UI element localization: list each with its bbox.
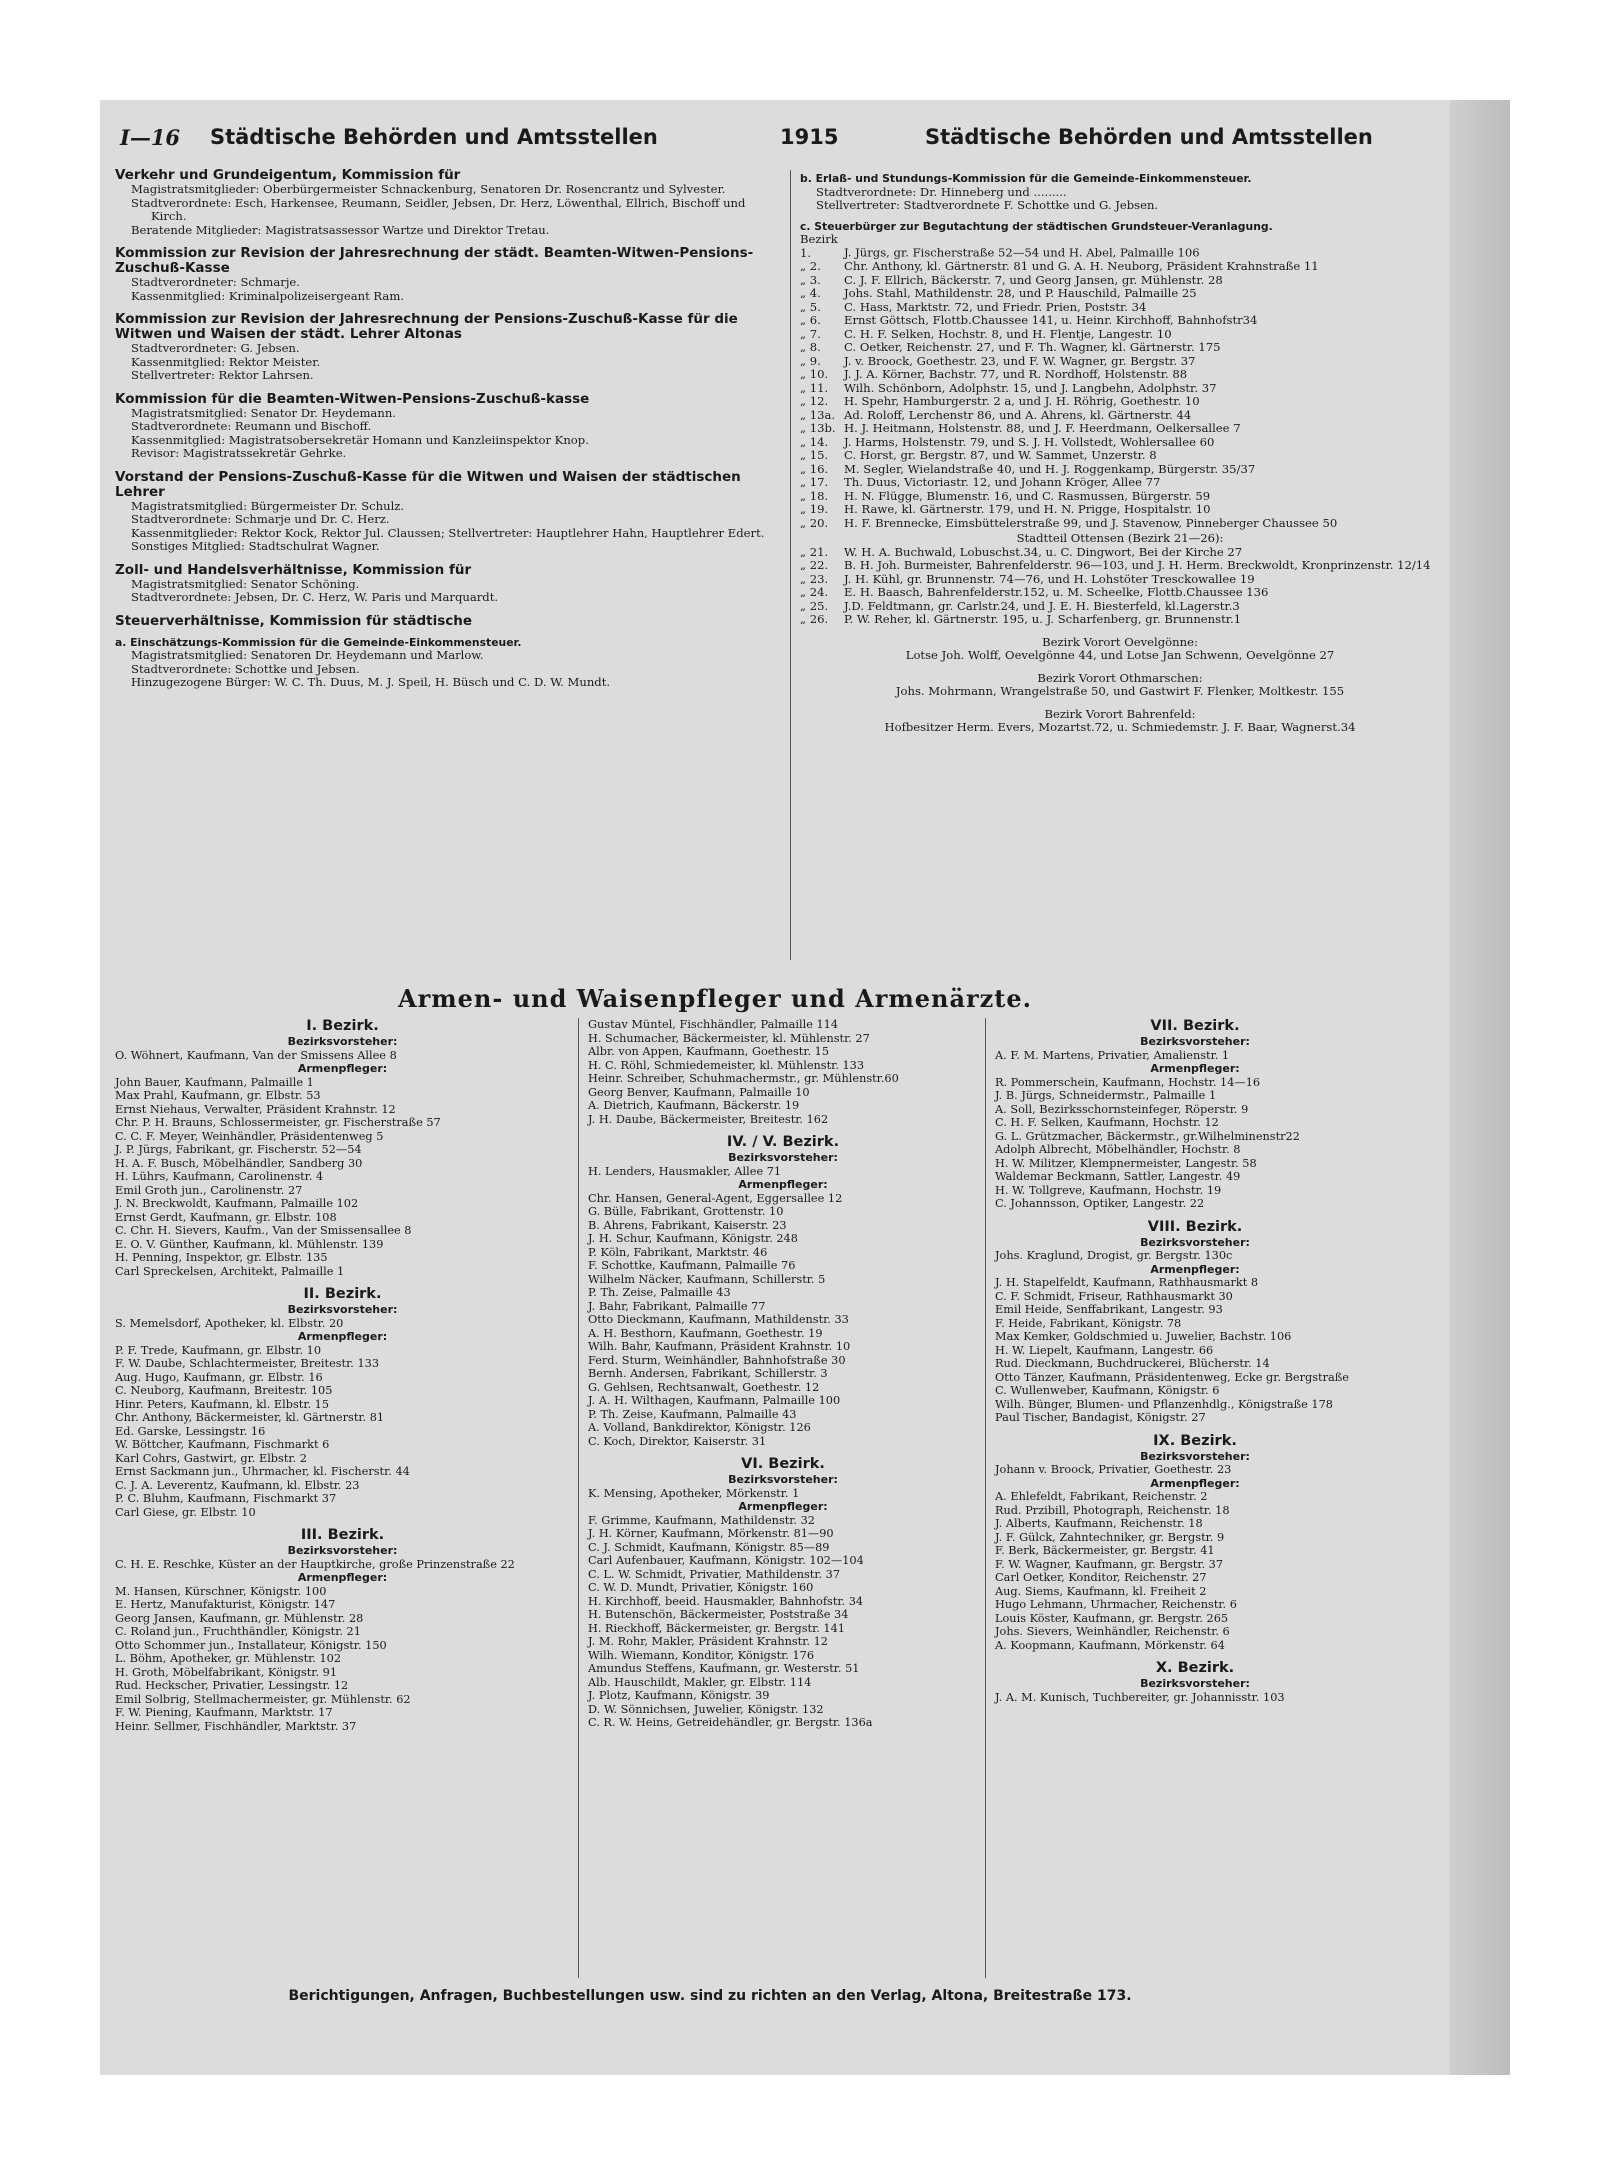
- bezirk-row: [800, 233, 1440, 260]
- person-entry: Aug. Siems, Kaufmann, kl. Freiheit 2: [995, 1584, 1207, 1598]
- person-entry: John Bauer, Kaufmann, Palmaille 1: [115, 1075, 314, 1089]
- armen-title: Armen- und Waisenpfleger und Armenärzte.: [398, 984, 1032, 1013]
- bezirk-row: [800, 409, 1440, 423]
- person-entry: Otto Dieckmann, Kaufmann, Mathildenstr. 33: [588, 1313, 849, 1326]
- person-entry: C. F. Schmidt, Friseur, Rathhausmarkt 30: [995, 1289, 1233, 1303]
- bezirk-heading: VI. Bezirk.: [741, 1456, 825, 1472]
- person-entry: Gustav Müntel, Fischhändler, Palmaille 114: [588, 1018, 839, 1031]
- commission-member-line: Stadtverordnete: Schmarje und Dr. C. Herz.: [131, 512, 390, 526]
- person-entry: C. Roland jun., Fruchthändler, Königstr. 21: [115, 1625, 361, 1638]
- bezirk-number: „ 18.: [800, 488, 829, 503]
- person-entry: C. R. W. Heins, Getreidehändler, gr. Bergstr. 136a: [588, 1716, 873, 1729]
- person-entry: Chr. P. H. Brauns, Schlossermeister, gr. Fischerstraße 57: [115, 1116, 441, 1129]
- person-entry: S. Memelsdorf, Apotheker, kl. Elbstr. 20: [115, 1316, 344, 1330]
- header-title-right: Städtische Behörden und Amtsstellen: [925, 125, 1373, 149]
- person-entry: Rud. Heckscher, Privatier, Lessingstr. 12: [115, 1679, 349, 1692]
- bezirk-persons: W. H. A. Buchwald, Lobuschst.34, u. C. Dingwort, Bei der Kirche 27: [844, 544, 1243, 559]
- person-entry: Amundus Steffens, Kaufmann, gr. Westerstr. 51: [588, 1662, 860, 1675]
- bezirk-row: [800, 586, 1440, 600]
- bezirk-persons: Th. Duus, Victoriastr. 12, und Johann Kröger, Allee 77: [844, 475, 1161, 489]
- bezirk-number: „ 15.: [800, 448, 829, 462]
- person-entry: Carl Giese, gr. Elbstr. 10: [115, 1505, 256, 1519]
- page-header: [120, 125, 1435, 161]
- commission-member-line: Beratende Mitglieder: Magistratsassessor Wartze und Direktor Tretau.: [131, 222, 550, 237]
- person-entry: L. Böhm, Apotheker, gr. Mühlenstr. 102: [115, 1652, 342, 1665]
- armen-column-3: [995, 1018, 1395, 1704]
- person-entry: Rud. Przibill, Photograph, Reichenstr. 18: [995, 1503, 1230, 1517]
- bezirk-row: [800, 476, 1440, 490]
- bezirk-persons: M. Segler, Wielandstraße 40, und H. J. Roggenkamp, Bürgerstr. 35/37: [844, 461, 1256, 476]
- person-entry: F. W. Piening, Kaufmann, Marktstr. 17: [115, 1706, 333, 1719]
- commission-member-line: Stadtverordneter: Schmarje.: [131, 275, 300, 289]
- bezirk-number: „ 7.: [800, 326, 821, 341]
- commission-member-line: Stellvertreter: Rektor Lahrsen.: [131, 368, 314, 382]
- person-entry: H. Schumacher, Bäckermeister, kl. Mühlenstr. 27: [588, 1031, 870, 1045]
- person-entry: Carl Oetker, Konditor, Reichenstr. 27: [995, 1571, 1207, 1584]
- bezirk-number: „ 3.: [800, 272, 821, 287]
- person-entry: R. Pommerschein, Kaufmann, Hochstr. 14—16: [995, 1075, 1261, 1089]
- commission-member-line: Kassenmitglied: Kriminalpolizeisergeant Ram.: [131, 288, 405, 303]
- person-entry: A. F. M. Martens, Privatier, Amalienstr. 1: [995, 1048, 1230, 1062]
- bezirk-row: [800, 436, 1440, 450]
- person-entry: Carl Spreckelsen, Architekt, Palmaille 1: [115, 1264, 345, 1278]
- person-entry: J. H. Körner, Kaufmann, Mörkenstr. 81—90: [588, 1527, 834, 1540]
- bezirk-number: „ 23.: [800, 571, 829, 586]
- person-entry: H. A. F. Busch, Möbelhändler, Sandberg 30: [115, 1156, 363, 1170]
- person-entry: Hinr. Peters, Kaufmann, kl. Elbstr. 15: [115, 1397, 330, 1411]
- bezirk-number: „ 10.: [800, 367, 829, 381]
- person-entry: Heinr. Schreiber, Schuhmachermstr., gr. Mühlenstr.60: [588, 1072, 899, 1085]
- bezirk-persons: B. H. Joh. Burmeister, Bahrenfelderstr. 96—103, und J. H. Herm. Breckwoldt, Kronprinzenstr. 12/14: [844, 558, 1431, 572]
- bezirk-row: [800, 463, 1440, 477]
- person-entry: K. Mensing, Apotheker, Mörkenstr. 1: [588, 1486, 800, 1500]
- person-entry: H. C. Röhl, Schmiedemeister, kl. Mühlenstr. 133: [588, 1058, 865, 1072]
- bezirk-number: „ 5.: [800, 299, 821, 314]
- person-entry: C. Koch, Direktor, Kaiserstr. 31: [588, 1434, 767, 1448]
- person-entry: J. Bahr, Fabrikant, Palmaille 77: [588, 1299, 766, 1313]
- bezirk-row: [800, 546, 1440, 560]
- person-entry: A. Dietrich, Kaufmann, Bäckerstr. 19: [588, 1099, 800, 1112]
- bezirk-number: „ 17.: [800, 475, 829, 489]
- person-entry: C. H. F. Selken, Kaufmann, Hochstr. 12: [995, 1116, 1219, 1129]
- person-entry: Bernh. Andersen, Fabrikant, Schillerstr. 3: [588, 1367, 828, 1380]
- bezirk-row: [800, 573, 1440, 587]
- role-heading: Armenpfleger:: [297, 1330, 388, 1343]
- bezirk-persons: C. Oetker, Reichenstr. 27, und F. Th. Wagner, kl. Gärtnerstr. 175: [844, 340, 1221, 354]
- person-entry: E. Hertz, Manufakturist, Königstr. 147: [115, 1598, 336, 1611]
- person-entry: J. P. Jürgs, Fabrikant, gr. Fischerstr. 52—54: [115, 1143, 362, 1156]
- person-entry: Adolph Albrecht, Möbelhändler, Hochstr. 8: [995, 1143, 1241, 1156]
- bezirk-persons: Wilh. Schönborn, Adolphstr. 15, und J. Langbehn, Adolphstr. 37: [844, 380, 1217, 395]
- bezirk-number: „ 13a.: [800, 407, 836, 422]
- bezirk-persons: H. N. Flügge, Blumenstr. 16, und C. Rasmussen, Bürgerstr. 59: [844, 488, 1211, 503]
- role-heading: Armenpfleger:: [297, 1571, 388, 1584]
- person-entry: F. W. Daube, Schlachtermeister, Breitestr. 133: [115, 1357, 380, 1370]
- vorort-persons: Johs. Mohrmann, Wrangelstraße 50, und Gastwirt F. Flenker, Moltkestr. 155: [895, 684, 1345, 698]
- person-entry: D. W. Sönnichsen, Juwelier, Königstr. 132: [588, 1702, 824, 1716]
- role-heading: Bezirksvorsteher:: [287, 1544, 398, 1557]
- header-title-left: Städtische Behörden und Amtsstellen: [210, 125, 658, 149]
- person-entry: F. Schottke, Kaufmann, Palmaille 76: [588, 1259, 796, 1272]
- person-entry: Heinr. Sellmer, Fischhändler, Marktstr. 37: [115, 1719, 357, 1733]
- person-entry: H. Kirchhoff, beeid. Hausmakler, Bahnhofstr. 34: [588, 1594, 864, 1608]
- commission-member-line: Hinzugezogene Bürger: W. C. Th. Duus, M. J. Speil, H. Büsch und C. D. W. Mundt.: [131, 675, 611, 689]
- bezirk-row: [800, 341, 1440, 355]
- role-heading: Bezirksvorsteher:: [728, 1151, 838, 1164]
- person-entry: G. Bülle, Fabrikant, Grottenstr. 10: [588, 1205, 784, 1218]
- person-entry: H. Butenschön, Bäckermeister, Poststraße 34: [588, 1608, 849, 1621]
- person-entry: W. Böttcher, Kaufmann, Fischmarkt 6: [115, 1438, 330, 1451]
- bezirk-persons: E. H. Baasch, Bahrenfelderstr.152, u. M. Scheelke, Flottb.Chaussee 136: [844, 585, 1269, 599]
- bezirk-row: [800, 382, 1440, 396]
- bezirk-persons: C. Hass, Marktstr. 72, und Friedr. Prien, Poststr. 34: [844, 299, 1147, 314]
- person-entry: C. Neuborg, Kaufmann, Breitestr. 105: [115, 1384, 333, 1397]
- bezirk-row: [800, 368, 1440, 382]
- bezirk-row: [800, 449, 1440, 463]
- role-heading: Bezirksvorsteher:: [1140, 1449, 1250, 1463]
- bezirk-number: „ 4.: [800, 286, 821, 300]
- bezirk-row: [800, 559, 1440, 573]
- bezirk-heading: X. Bezirk.: [1155, 1660, 1235, 1676]
- person-entry: C. H. E. Reschke, Küster an der Hauptkirche, große Prinzenstraße 22: [115, 1557, 515, 1571]
- bezirk-persons: Ernst Göttsch, Flottb.Chaussee 141, u. Heinr. Kirchhoff, Bahnhofstr34: [844, 313, 1258, 327]
- role-heading: Bezirksvorsteher:: [287, 1303, 398, 1316]
- commission-title: Steuerverhältnisse, Kommission für städtische: [115, 612, 472, 629]
- bezirk-heading: I. Bezirk.: [306, 1018, 379, 1034]
- person-entry: Chr. Anthony, Bäckermeister, kl. Gärtnerstr. 81: [115, 1411, 385, 1424]
- person-entry: C. W. D. Mundt, Privatier, Königstr. 160: [588, 1581, 814, 1594]
- bezirk-number: „ 26.: [800, 612, 829, 626]
- person-entry: A. Volland, Bankdirektor, Königstr. 126: [588, 1421, 811, 1434]
- bezirk-row: [800, 613, 1440, 627]
- bezirk-row: [800, 395, 1440, 409]
- person-entry: H. Lenders, Hausmakler, Allee 71: [588, 1164, 782, 1178]
- bezirk-number: „ 14.: [800, 434, 829, 449]
- bezirk-persons: C. H. F. Selken, Hochstr. 8, und H. Flentje, Langestr. 10: [844, 326, 1172, 341]
- commission-member-line: Stadtverordnete: Esch, Harkensee, Reumann, Seidler, Jebsen, Dr. Herz, Löwenthal, Ellrich, Bischoff und Kirch.: [131, 195, 746, 223]
- commission-member-line: Sonstiges Mitglied: Stadtschulrat Wagner.: [131, 539, 380, 553]
- person-entry: G. L. Grützmacher, Bäckermstr., gr.Wilhelminenstr22: [995, 1129, 1300, 1143]
- bezirk-number: „ 2.: [800, 259, 821, 273]
- person-entry: Rud. Dieckmann, Buchdruckerei, Blücherstr. 14: [995, 1357, 1270, 1370]
- bezirk-heading: III. Bezirk.: [300, 1527, 385, 1543]
- bezirk-heading: IX. Bezirk.: [1153, 1432, 1237, 1449]
- person-entry: Alb. Hauschildt, Makler, gr. Elbstr. 114: [588, 1675, 812, 1689]
- commission-member-line: Stadtverordnete: Jebsen, Dr. C. Herz, W. Paris und Marquardt.: [131, 590, 499, 604]
- armen-column-1: [115, 1018, 570, 1733]
- commission-member-line: Stadtverordnete: Schottke und Jebsen.: [131, 661, 360, 676]
- person-entry: C. C. F. Meyer, Weinhändler, Präsidentenweg 5: [115, 1129, 384, 1143]
- commission-title: Kommission zur Revision der Jahresrechnung der städt. Beamten-Witwen-Pensions-Zuschuß-Kasse: [115, 245, 754, 276]
- bezirk-persons: J. Harms, Holstenstr. 79, und S. J. H. Vollstedt, Wohlersallee 60: [844, 434, 1215, 449]
- bezirk-number: „ 16.: [800, 461, 829, 476]
- person-entry: H. Groth, Möbelfabrikant, Königstr. 91: [115, 1665, 338, 1679]
- person-entry: C. Wullenweber, Kaufmann, Königstr. 6: [995, 1384, 1220, 1397]
- bezirk-persons: J. H. Kühl, gr. Brunnenstr. 74—76, und H. Lohstöter Tresckowallee 19: [844, 571, 1255, 586]
- right-steuer-column: [800, 164, 1440, 735]
- role-heading: Armenpfleger:: [297, 1062, 388, 1075]
- person-entry: Aug. Hugo, Kaufmann, gr. Elbstr. 16: [115, 1370, 323, 1384]
- role-heading: Armenpfleger:: [1150, 1062, 1240, 1075]
- bezirk-persons: H. J. Heitmann, Holstenstr. 88, und J. F. Heerdmann, Oelkersallee 7: [844, 421, 1241, 435]
- bezirk-persons: J.D. Feldtmann, gr. Carlstr.24, und J. E. H. Biesterfeld, kl.Lagerstr.3: [844, 598, 1240, 613]
- bezirk-number: „ 13b.: [800, 421, 836, 435]
- bezirk-number: „ 9.: [800, 353, 821, 368]
- bezirk-persons: P. W. Reher, kl. Gärtnerstr. 195, u. J. Scharfenberg, gr. Brunnenstr.1: [844, 612, 1242, 626]
- commission-member-line: Kassenmitglieder: Rektor Kock, Rektor Jul. Claussen; Stellvertreter: Hauptlehrer Hahn, Hauptlehrer Edert.: [131, 525, 765, 540]
- person-entry: Georg Jansen, Kaufmann, gr. Mühlenstr. 28: [115, 1611, 364, 1625]
- column-divider: [985, 1018, 986, 1978]
- bezirk-persons: H. Rawe, kl. Gärtnerstr. 179, und H. N. Prigge, Hospitalstr. 10: [844, 502, 1211, 516]
- bezirk-persons: H. Spehr, Hamburgerstr. 2 a, und J. H. Röhrig, Goethestr. 10: [844, 394, 1200, 408]
- bezirk-persons: C. J. F. Ellrich, Bäckerstr. 7, und Georg Jansen, gr. Mühlenstr. 28: [844, 272, 1223, 287]
- bezirk-row: [800, 274, 1440, 288]
- person-entry: J. A. M. Kunisch, Tuchbereiter, gr. Johannisstr. 103: [995, 1690, 1285, 1704]
- role-heading: Bezirksvorsteher:: [287, 1035, 398, 1048]
- erlass-kommission-title: b. Erlaß- und Stundungs-Kommission für die Gemeinde-Einkommensteuer.: [800, 172, 1252, 185]
- role-heading: Bezirksvorsteher:: [1140, 1035, 1250, 1048]
- person-entry: A. Ehlefeldt, Fabrikant, Reichenstr. 2: [995, 1490, 1208, 1503]
- bezirk-row: [800, 422, 1440, 436]
- ottensen-title: Stadtteil Ottensen (Bezirk 21—26):: [1016, 531, 1224, 545]
- bezirk-number: „ 24.: [800, 585, 829, 599]
- person-entry: H. Rieckhoff, Bäckermeister, gr. Bergstr. 141: [588, 1621, 845, 1635]
- person-entry: Emil Groth jun., Carolinenstr. 27: [115, 1183, 303, 1197]
- bezirk-persons: Ad. Roloff, Lerchenstr 86, und A. Ahrens, kl. Gärtnerstr. 44: [844, 407, 1192, 422]
- commission-member-line: Magistratsmitglied: Senator Schöning.: [131, 576, 360, 591]
- person-entry: P. Köln, Fabrikant, Marktstr. 46: [588, 1245, 768, 1259]
- person-entry: Ernst Niehaus, Verwalter, Präsident Krahnstr. 12: [115, 1102, 396, 1116]
- person-entry: J. H. Stapelfeldt, Kaufmann, Rathhausmarkt 8: [995, 1276, 1259, 1289]
- bezirk-row: [800, 490, 1440, 504]
- person-entry: H. W. Militzer, Klempnermeister, Langestr. 58: [995, 1156, 1257, 1170]
- person-entry: G. Gehlsen, Rechtsanwalt, Goethestr. 12: [588, 1380, 820, 1394]
- person-entry: J. H. Daube, Bäckermeister, Breitestr. 162: [588, 1112, 829, 1126]
- commission-title: Verkehr und Grundeigentum, Kommission für: [115, 167, 461, 183]
- person-entry: J. Alberts, Kaufmann, Reichenstr. 18: [995, 1517, 1203, 1530]
- bezirk-heading: II. Bezirk.: [303, 1286, 382, 1302]
- person-entry: Waldemar Beckmann, Sattler, Langestr. 49: [995, 1170, 1241, 1183]
- commission-member-line: Kassenmitglied: Rektor Meister.: [131, 354, 321, 369]
- person-entry: H. Lührs, Kaufmann, Carolinenstr. 4: [115, 1170, 324, 1183]
- person-entry: H. W. Tollgreve, Kaufmann, Hochstr. 19: [995, 1183, 1222, 1197]
- person-entry: Karl Cohrs, Gastwirt, gr. Elbstr. 2: [115, 1451, 307, 1465]
- bezirk-number: „ 25.: [800, 598, 829, 613]
- person-entry: Wilh. Bahr, Kaufmann, Präsident Krahnstr. 10: [588, 1340, 851, 1353]
- bezirk-persons: H. F. Brennecke, Eimsbüttelerstraße 99, und J. Stavenow, Pinneberger Chaussee 50: [844, 515, 1338, 530]
- bezirk-number: „ 6.: [800, 313, 821, 327]
- vorort-persons: Hofbesitzer Herm. Evers, Mozartst.72, u. Schmiedemstr. J. F. Baar, Wagnerst.34: [884, 720, 1356, 734]
- erlass-member-line: Stadtverordnete: Dr. Hinneberg und .........: [816, 184, 1067, 199]
- role-heading: Armenpfleger:: [1150, 1262, 1240, 1276]
- person-entry: E. O. V. Günther, Kaufmann, kl. Mühlenstr. 139: [115, 1237, 384, 1251]
- person-entry: Carl Aufenbauer, Kaufmann, Königstr. 102—104: [588, 1554, 864, 1567]
- bezirk-row: [800, 600, 1440, 614]
- bezirk-number: „ 22.: [800, 558, 829, 572]
- person-entry: J. A. H. Wilthagen, Kaufmann, Palmaille 100: [588, 1394, 841, 1407]
- commission-member-line: Stadtverordnete: Reumann und Bischoff.: [131, 419, 372, 433]
- commission-member-line: Magistratsmitglied: Senatoren Dr. Heydemann und Marlow.: [131, 648, 484, 662]
- person-entry: P. F. Trede, Kaufmann, gr. Elbstr. 10: [115, 1343, 322, 1357]
- commission-title: Kommission für die Beamten-Witwen-Pensions-Zuschuß-kasse: [115, 390, 590, 407]
- vorort-title: Bezirk Vorort Othmarschen:: [1037, 670, 1203, 685]
- header-year: 1915: [780, 125, 839, 149]
- bezirk-number: „ 19.: [800, 502, 829, 516]
- person-entry: A. Koopmann, Kaufmann, Mörkenstr. 64: [995, 1638, 1225, 1652]
- vorort-persons: Lotse Joh. Wolff, Oevelgönne 44, und Lotse Jan Schwenn, Oevelgönne 27: [905, 648, 1335, 662]
- role-heading: Armenpfleger:: [738, 1178, 828, 1191]
- person-entry: Ernst Sackmann jun., Uhrmacher, kl. Fischerstr. 44: [115, 1465, 410, 1478]
- person-entry: P. C. Bluhm, Kaufmann, Fischmarkt 37: [115, 1492, 337, 1505]
- bezirk-number: „ 12.: [800, 394, 829, 408]
- commission-member-line: Revisor: Magistratssekretär Gehrke.: [131, 446, 347, 460]
- erlass-member-line: Stellvertreter: Stadtverordnete F. Schottke und G. Jebsen.: [816, 198, 1159, 212]
- bezirk-persons: Johs. Stahl, Mathildenstr. 28, und P. Hauschild, Palmaille 25: [844, 286, 1197, 300]
- person-entry: Emil Heide, Senffabrikant, Langestr. 93: [995, 1303, 1223, 1316]
- bezirk-number: „ 21.: [800, 544, 829, 559]
- commission-title: Zoll- und Handelsverhältnisse, Kommission für: [115, 561, 472, 578]
- bezirk-number: Bezirk 1.: [800, 232, 838, 260]
- person-entry: Otto Schommer jun., Installateur, Königstr. 150: [115, 1638, 387, 1652]
- person-entry: Max Kemker, Goldschmied u. Juwelier, Bachstr. 106: [995, 1330, 1292, 1343]
- steuerbuerger-title: c. Steuerbürger zur Begutachtung der städtischen Grundsteuer-Veranlagung.: [800, 219, 1273, 233]
- person-entry: Ernst Gerdt, Kaufmann, gr. Elbstr. 108: [115, 1210, 337, 1224]
- person-entry: Georg Benver, Kaufmann, Palmaille 10: [588, 1085, 810, 1099]
- bezirk-row: [800, 314, 1440, 328]
- person-entry: A. H. Besthorn, Kaufmann, Goethestr. 19: [588, 1326, 823, 1340]
- person-entry: Emil Solbrig, Stellmachermeister, gr. Mühlenstr. 62: [115, 1692, 411, 1706]
- page-number: I—16: [120, 125, 181, 150]
- person-entry: Johs. Sievers, Weinhändler, Reichenstr. 6: [995, 1625, 1230, 1638]
- left-commissions-column: [115, 164, 770, 690]
- bezirk-number: „ 11.: [800, 380, 829, 395]
- person-entry: M. Hansen, Kürschner, Königstr. 100: [115, 1584, 327, 1598]
- commission-member-line: Magistratsmitglied: Bürgermeister Dr. Schulz.: [131, 498, 405, 513]
- person-entry: F. W. Wagner, Kaufmann, gr. Bergstr. 37: [995, 1557, 1224, 1571]
- role-heading: Armenpfleger:: [738, 1500, 828, 1513]
- person-entry: F. Heide, Fabrikant, Königstr. 78: [995, 1316, 1182, 1330]
- person-entry: Johs. Kraglund, Drogist, gr. Bergstr. 130c: [995, 1249, 1233, 1262]
- person-entry: C. L. W. Schmidt, Privatier, Mathildenstr. 37: [588, 1567, 841, 1581]
- commission-member-line: Magistratsmitglied: Senator Dr. Heydemann.: [131, 405, 396, 420]
- commission-member-line: Kassenmitglied: Magistratsobersekretär Homann und Kanzleiinspektor Knop.: [131, 432, 589, 447]
- commission-subtitle: a. Einschätzungs-Kommission für die Gemeinde-Einkommensteuer.: [115, 635, 522, 649]
- bezirk-row: [800, 503, 1440, 517]
- commission-member-line: Magistratsmitglieder: Oberbürgermeister Schnackenburg, Senatoren Dr. Rosencrantz und Sylvester.: [131, 182, 726, 196]
- person-entry: Otto Tänzer, Kaufmann, Präsidentenweg, Ecke gr. Bergstraße: [995, 1370, 1349, 1384]
- bezirk-row: [800, 328, 1440, 342]
- role-heading: Armenpfleger:: [1150, 1476, 1240, 1490]
- commission-title: Kommission zur Revision der Jahresrechnung der Pensions-Zuschuß-Kasse für die Witwen und Waisen der städt. Lehrer Altonas: [115, 311, 738, 342]
- person-entry: Wilh. Wiemann, Konditor, Königstr. 176: [588, 1648, 815, 1662]
- armen-column-2: [588, 1018, 978, 1730]
- person-entry: H. Penning, Inspektor, gr. Elbstr. 135: [115, 1251, 328, 1264]
- person-entry: Johann v. Broock, Privatier, Goethestr. 23: [995, 1463, 1232, 1476]
- bezirk-row: [800, 517, 1440, 531]
- bezirk-row: [800, 260, 1440, 274]
- person-entry: Max Prahl, Kaufmann, gr. Elbstr. 53: [115, 1089, 321, 1102]
- person-entry: P. Th. Zeise, Palmaille 43: [588, 1286, 731, 1299]
- person-entry: J. Plotz, Kaufmann, Königstr. 39: [588, 1689, 770, 1702]
- bezirk-persons: Chr. Anthony, kl. Gärtnerstr. 81 und G. A. H. Neuborg, Präsident Krahnstraße 11: [844, 259, 1319, 273]
- bezirk-number: „ 8.: [800, 340, 821, 354]
- column-divider: [578, 1018, 579, 1978]
- footer-note: Berichtigungen, Anfragen, Buchbestellungen usw. sind zu richten an den Verlag, Altona, Breitestraße 173.: [288, 1988, 1132, 2004]
- person-entry: Louis Köster, Kaufmann, gr. Bergstr. 265: [995, 1611, 1229, 1625]
- person-entry: C. Johannsson, Optiker, Langestr. 22: [995, 1197, 1205, 1210]
- person-entry: Hugo Lehmann, Uhrmacher, Reichenstr. 6: [995, 1598, 1237, 1611]
- person-entry: J. M. Rohr, Makler, Präsident Krahnstr. 12: [588, 1635, 828, 1648]
- person-entry: P. Th. Zeise, Kaufmann, Palmaille 43: [588, 1407, 797, 1421]
- person-entry: Paul Tischer, Bandagist, Königstr. 27: [995, 1411, 1206, 1424]
- person-entry: J. F. Gülck, Zahntechniker, gr. Bergstr. 9: [995, 1530, 1225, 1544]
- bezirk-number: „ 20.: [800, 515, 829, 530]
- person-entry: Albr. von Appen, Kaufmann, Goethestr. 15: [588, 1045, 830, 1058]
- document-page: [100, 100, 1510, 2075]
- person-entry: O. Wöhnert, Kaufmann, Van der Smissens Allee 8: [115, 1048, 397, 1062]
- person-entry: F. Berk, Bäckermeister, gr. Bergstr. 41: [995, 1544, 1215, 1557]
- bezirk-heading: VII. Bezirk.: [1150, 1018, 1240, 1034]
- person-entry: F. Grimme, Kaufmann, Mathildenstr. 32: [588, 1513, 815, 1527]
- bezirk-persons: J. J. A. Körner, Bachstr. 77, und R. Nordhoff, Holstenstr. 88: [844, 367, 1188, 381]
- bezirk-persons: C. Horst, gr. Bergstr. 87, und W. Sammet, Unzerstr. 8: [844, 448, 1157, 462]
- bezirk-row: [800, 301, 1440, 315]
- bezirk-heading: IV. / V. Bezirk.: [726, 1134, 840, 1150]
- person-entry: C. J. Schmidt, Kaufmann, Königstr. 85—89: [588, 1540, 830, 1554]
- person-entry: Wilh. Bünger, Blumen- und Pflanzenhdlg., Königstraße 178: [995, 1397, 1333, 1411]
- person-entry: B. Ahrens, Fabrikant, Kaiserstr. 23: [588, 1218, 787, 1232]
- person-entry: Chr. Hansen, General-Agent, Eggersallee 12: [588, 1191, 843, 1205]
- person-entry: J. N. Breckwoldt, Kaufmann, Palmaille 102: [115, 1197, 359, 1210]
- role-heading: Bezirksvorsteher:: [1140, 1677, 1250, 1690]
- role-heading: Bezirksvorsteher:: [1140, 1235, 1250, 1249]
- vorort-title: Bezirk Vorort Oevelgönne:: [1042, 634, 1198, 649]
- commission-title: Vorstand der Pensions-Zuschuß-Kasse für die Witwen und Waisen der städtischen Lehrer: [115, 468, 741, 500]
- person-entry: Ed. Garske, Lessingstr. 16: [115, 1424, 266, 1438]
- vorort-title: Bezirk Vorort Bahrenfeld:: [1044, 706, 1196, 721]
- person-entry: A. Soll, Bezirksschornsteinfeger, Röperstr. 9: [995, 1102, 1249, 1116]
- bezirk-persons: J. v. Broock, Goethestr. 23, und F. W. Wagner, gr. Bergstr. 37: [844, 353, 1196, 368]
- bezirk-persons: J. Jürgs, gr. Fischerstraße 52—54 und H. Abel, Palmaille 106: [844, 245, 1200, 260]
- person-entry: J. B. Jürgs, Schneidermstr., Palmaille 1: [995, 1089, 1217, 1102]
- person-entry: C. J. A. Leverentz, Kaufmann, kl. Elbstr. 23: [115, 1478, 360, 1492]
- person-entry: Wilhelm Näcker, Kaufmann, Schillerstr. 5: [588, 1272, 826, 1286]
- person-entry: Ferd. Sturm, Weinhändler, Bahnhofstraße 30: [588, 1353, 846, 1367]
- column-divider: [790, 170, 791, 960]
- bezirk-row: [800, 355, 1440, 369]
- role-heading: Bezirksvorsteher:: [728, 1473, 838, 1486]
- person-entry: H. W. Liepelt, Kaufmann, Langestr. 66: [995, 1343, 1214, 1357]
- bezirk-heading: VIII. Bezirk.: [1147, 1218, 1243, 1235]
- person-entry: J. H. Schur, Kaufmann, Königstr. 248: [588, 1232, 798, 1245]
- person-entry: C. Chr. H. Sievers, Kaufm., Van der Smissensallee 8: [115, 1224, 412, 1237]
- commission-member-line: Stadtverordneter: G. Jebsen.: [131, 341, 300, 355]
- bezirk-row: [800, 287, 1440, 301]
